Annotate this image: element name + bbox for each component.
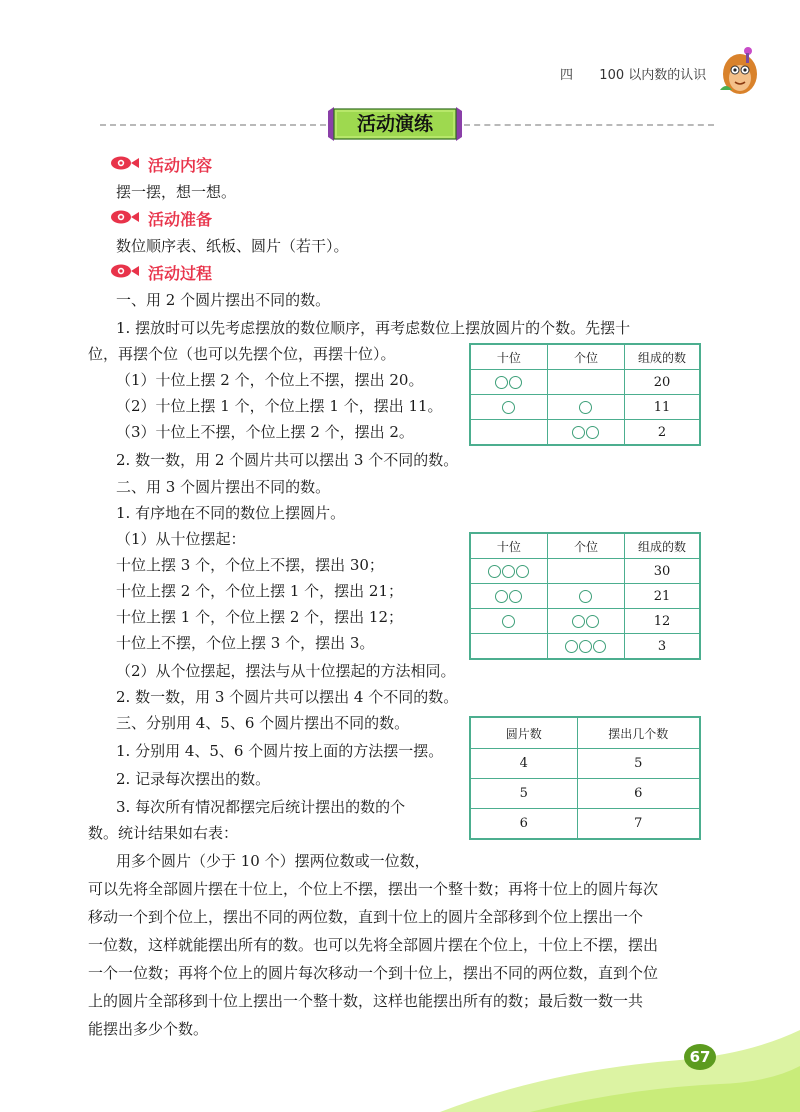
disc-cell bbox=[547, 420, 624, 446]
number-cell: 3 bbox=[625, 634, 700, 660]
table-header-row bbox=[470, 533, 700, 559]
text-line: 可以先将全部圆片摆在十位上，个位上不摆，摆出一个整十数；再将十位上的圆片每次 bbox=[88, 880, 659, 898]
result-count-cell: 7 bbox=[577, 809, 700, 840]
header-cell: 个位 bbox=[547, 533, 624, 559]
disc-cell bbox=[547, 559, 624, 584]
text-line: 上的圆片全部移到十位上摆出一个整十数，这样也能摆出所有的数；最后数一数一共 bbox=[88, 992, 644, 1010]
header-cell: 组成的数 bbox=[625, 344, 700, 370]
header-cell: 摆出几个数 bbox=[577, 717, 700, 749]
place-value-table-3 bbox=[469, 532, 701, 660]
disc-cell bbox=[470, 370, 547, 395]
table-row bbox=[470, 559, 700, 584]
table-header-row bbox=[470, 344, 700, 370]
number-cell: 11 bbox=[625, 395, 700, 420]
table-row bbox=[470, 370, 700, 395]
text-line: 十位上摆 1 个，个位上摆 2 个，摆出 12； bbox=[116, 608, 404, 626]
chapter-number: 四 bbox=[560, 68, 574, 83]
text-line: 数。统计结果如右表： bbox=[88, 824, 239, 842]
chapter-title: 100 以内数的认识 bbox=[599, 68, 707, 83]
disc-count-cell: 6 bbox=[470, 809, 577, 840]
text-line: 十位上摆 2 个，个位上摆 1 个，摆出 21； bbox=[116, 582, 404, 600]
eye-bullet-icon bbox=[110, 155, 140, 171]
text-line: 2. 数一数，用 3 个圆片共可以摆出 4 个不同的数。 bbox=[116, 688, 459, 706]
text-line: 十位上摆 3 个，个位上不摆，摆出 30； bbox=[116, 556, 384, 574]
text-line: （1）十位上摆 2 个，个位上不摆，摆出 20。 bbox=[116, 371, 424, 389]
header-cell: 圆片数 bbox=[470, 717, 577, 749]
disc-cell bbox=[470, 634, 547, 660]
table-row bbox=[470, 749, 700, 779]
text-line: 2. 记录每次摆出的数。 bbox=[116, 770, 271, 788]
disc-icon bbox=[572, 426, 585, 439]
disc-icon bbox=[495, 376, 508, 389]
section-title-prep: 活动准备 bbox=[148, 210, 213, 229]
text-line: 一个一位数；再将个位上的圆片每次移动一个到十位上，摆出不同的两位数，直到个位 bbox=[88, 964, 659, 982]
disc-icon bbox=[509, 590, 522, 603]
section-body-prep: 数位顺序表、纸板、圆片（若干）。 bbox=[116, 237, 349, 255]
disc-icon bbox=[565, 640, 578, 653]
disc-cell bbox=[470, 584, 547, 609]
disc-cell bbox=[470, 559, 547, 584]
disc-icon bbox=[586, 426, 599, 439]
text-line: （1）从十位摆起： bbox=[116, 530, 246, 548]
text-line: 移动一个到个位上，摆出不同的两位数，直到十位上的圆片全部移到个位上摆出一个 bbox=[88, 908, 644, 926]
text-line: （2）从个位摆起，摆法与从十位摆起的方法相同。 bbox=[116, 662, 456, 680]
number-cell: 20 bbox=[625, 370, 700, 395]
place-value-table-2 bbox=[469, 343, 701, 446]
disc-icon bbox=[502, 401, 515, 414]
disc-cell bbox=[547, 634, 624, 660]
disc-cell bbox=[547, 609, 624, 634]
mascot-icon bbox=[712, 44, 762, 96]
text-line: 位，再摆个位（也可以先摆个位，再摆十位）。 bbox=[88, 345, 396, 363]
table-row bbox=[470, 809, 700, 840]
disc-icon bbox=[502, 615, 515, 628]
number-cell: 30 bbox=[625, 559, 700, 584]
disc-icon bbox=[516, 565, 529, 578]
section-title-content: 活动内容 bbox=[148, 156, 213, 175]
text-line: 二、用 3 个圆片摆出不同的数。 bbox=[116, 478, 331, 496]
disc-cell bbox=[470, 395, 547, 420]
disc-icon bbox=[579, 640, 592, 653]
number-cell: 12 bbox=[625, 609, 700, 634]
statistics-table bbox=[469, 716, 701, 840]
table-header-row bbox=[470, 717, 700, 749]
text-line: 能摆出多少个数。 bbox=[88, 1020, 209, 1038]
disc-icon bbox=[502, 565, 515, 578]
banner-title: 活动演练 bbox=[356, 113, 433, 135]
table-row bbox=[470, 779, 700, 809]
text-line: 三、分别用 4、5、6 个圆片摆出不同的数。 bbox=[116, 714, 410, 732]
disc-cell bbox=[547, 395, 624, 420]
running-header bbox=[560, 64, 706, 83]
number-cell: 21 bbox=[625, 584, 700, 609]
divider-left bbox=[100, 124, 326, 126]
disc-icon bbox=[495, 590, 508, 603]
disc-count-cell: 4 bbox=[470, 749, 577, 779]
header-cell: 组成的数 bbox=[625, 533, 700, 559]
disc-icon bbox=[593, 640, 606, 653]
disc-cell bbox=[547, 370, 624, 395]
table-row bbox=[470, 634, 700, 660]
table-row bbox=[470, 609, 700, 634]
disc-cell bbox=[470, 609, 547, 634]
footer-wave bbox=[380, 1010, 800, 1112]
number-cell: 2 bbox=[625, 420, 700, 446]
result-count-cell: 6 bbox=[577, 779, 700, 809]
divider-right bbox=[464, 124, 714, 126]
section-title-process: 活动过程 bbox=[148, 264, 213, 283]
disc-icon bbox=[586, 615, 599, 628]
result-count-cell: 5 bbox=[577, 749, 700, 779]
text-line: （2）十位上摆 1 个，个位上摆 1 个，摆出 11。 bbox=[116, 397, 443, 415]
section-body-content: 摆一摆，想一想。 bbox=[116, 183, 237, 201]
disc-cell bbox=[547, 584, 624, 609]
page-number: 67 bbox=[684, 1044, 716, 1070]
text-line: 3. 每次所有情况都摆完后统计摆出的数的个 bbox=[116, 798, 406, 816]
disc-icon bbox=[572, 615, 585, 628]
header-cell: 个位 bbox=[547, 344, 624, 370]
disc-cell bbox=[470, 420, 547, 446]
text-line: 十位上不摆，个位上摆 3 个，摆出 3。 bbox=[116, 634, 375, 652]
text-line: 一位数，这样就能摆出所有的数。也可以先将全部圆片摆在个位上，十位上不摆，摆出 bbox=[88, 936, 659, 954]
disc-icon bbox=[488, 565, 501, 578]
text-line: 1. 摆放时可以先考虑摆放的数位顺序，再考虑数位上摆放圆片的个数。先摆十 bbox=[116, 319, 631, 337]
disc-icon bbox=[579, 590, 592, 603]
header-cell: 十位 bbox=[470, 533, 547, 559]
eye-bullet-icon bbox=[110, 209, 140, 225]
header-cell: 十位 bbox=[470, 344, 547, 370]
table-row bbox=[470, 420, 700, 446]
text-line: 2. 数一数，用 2 个圆片共可以摆出 3 个不同的数。 bbox=[116, 451, 459, 469]
disc-icon bbox=[579, 401, 592, 414]
eye-bullet-icon bbox=[110, 263, 140, 279]
text-line: 1. 分别用 4、5、6 个圆片按上面的方法摆一摆。 bbox=[116, 742, 444, 760]
text-line: 1. 有序地在不同的数位上摆圆片。 bbox=[116, 504, 346, 522]
text-line: 一、用 2 个圆片摆出不同的数。 bbox=[116, 291, 331, 309]
disc-count-cell: 5 bbox=[470, 779, 577, 809]
text-line: 用多个圆片（少于 10 个）摆两位数或一位数， bbox=[116, 852, 430, 870]
table-row bbox=[470, 395, 700, 420]
disc-icon bbox=[509, 376, 522, 389]
table-row bbox=[470, 584, 700, 609]
text-line: （3）十位上不摆，个位上摆 2 个，摆出 2。 bbox=[116, 423, 414, 441]
